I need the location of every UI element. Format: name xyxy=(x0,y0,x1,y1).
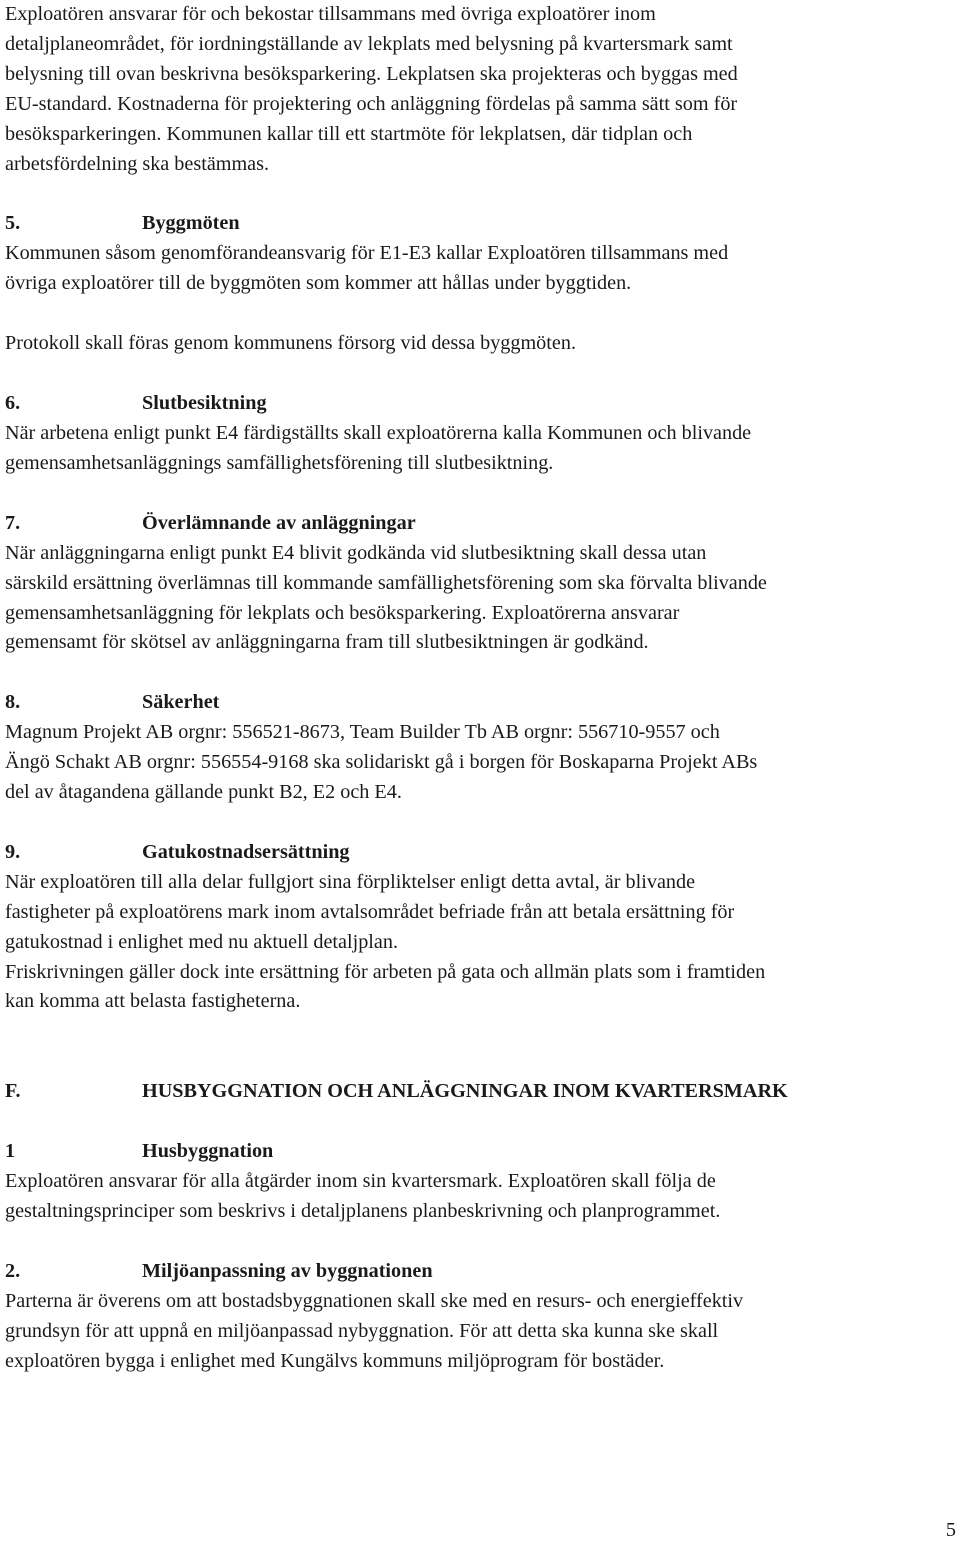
subsection-2-paragraph xyxy=(5,1287,957,1377)
text-line: övriga exploatörer till de byggmöten som kommer att hållas under byggtiden. xyxy=(5,272,632,295)
section-title: Byggmöten xyxy=(142,212,240,235)
section-9-heading xyxy=(5,838,957,868)
section-6-paragraph xyxy=(5,419,957,479)
text-line: EU-standard. Kostnaderna för projektering och anläggning fördelas på samma sätt som för xyxy=(5,92,738,115)
text-line: besöksparkeringen. Kommunen kallar till ett startmöte för lekplatsen, där tidplan och xyxy=(5,122,693,145)
text-line: När exploatören till alla delar fullgjort sina förpliktelser enligt detta avtal, är blivande xyxy=(5,870,696,893)
page-number: 5 xyxy=(945,1519,956,1541)
section-6-heading xyxy=(5,389,957,419)
subsection-1-heading xyxy=(5,1137,957,1167)
chapter-letter: F. xyxy=(5,1080,21,1103)
text-line: kan komma att belasta fastigheterna. xyxy=(5,990,301,1013)
text-line: Friskrivningen gäller dock inte ersättning för arbeten på gata och allmän plats som i framtiden xyxy=(5,960,766,983)
section-5-paragraph xyxy=(5,239,957,299)
text-line: exploatören bygga i enlighet med Kungälvs kommuns miljöprogram för bostäder. xyxy=(5,1349,665,1372)
chapter-f-heading xyxy=(5,1077,957,1107)
text-line: Exploatören ansvarar för och bekostar tillsammans med övriga exploatörer inom xyxy=(5,3,656,25)
section-number: 9. xyxy=(5,840,21,863)
section-9-paragraph xyxy=(5,868,957,1018)
section-title: Säkerhet xyxy=(142,691,220,714)
section-title: Gatukostnadsersättning xyxy=(142,840,350,863)
text-line: När anläggningarna enligt punkt E4 blivit godkända vid slutbesiktning skall dessa utan xyxy=(5,541,707,564)
text-line: Protokoll skall föras genom kommunens försorg vid dessa byggmöten. xyxy=(5,332,576,355)
section-8-heading xyxy=(5,688,957,718)
section-7-heading xyxy=(5,509,957,539)
section-number: 6. xyxy=(5,392,21,415)
section-5-paragraph-2 xyxy=(5,329,957,359)
subsection-1-paragraph xyxy=(5,1167,957,1227)
text-line: Exploatören ansvarar för alla åtgärder inom sin kvartersmark. Exploatören skall följa de xyxy=(5,1170,716,1193)
text-line: gestaltningsprinciper som beskrivs i detaljplanens planbeskrivning och planprogrammet. xyxy=(5,1200,721,1223)
section-number: 7. xyxy=(5,511,21,534)
section-8-paragraph xyxy=(5,718,957,808)
section-5-heading xyxy=(5,209,957,239)
subsection-2-heading xyxy=(5,1257,957,1287)
section-7-paragraph xyxy=(5,539,957,659)
section-number: 1 xyxy=(5,1140,16,1163)
text-line: grundsyn för att uppnå en miljöanpassad nybyggnation. För att detta ska kunna ske skall xyxy=(5,1319,719,1342)
text-line: Kommunen såsom genomförandeansvarig för E1-E3 kallar Exploatören tillsammans med xyxy=(5,242,729,265)
text-line: Ängö Schakt AB orgnr: 556554-9168 ska solidariskt gå i borgen för Boskaparna Projekt ABs xyxy=(5,751,758,774)
text-line: arbetsfördelning ska bestämmas. xyxy=(5,152,270,175)
text-line: del av åtagandena gällande punkt B2, E2 och E4. xyxy=(5,781,402,804)
intro-paragraph xyxy=(5,0,957,179)
text-line: detaljplaneområdet, för iordningställande av lekplats med belysning på kvartersmark samt xyxy=(5,32,733,55)
section-number: 2. xyxy=(5,1260,21,1282)
text-line: fastigheter på exploatörens mark inom avtalsområdet befriade från att betala ersättning för xyxy=(5,900,735,923)
text-line: gemensamhetsanläggnings samfällighetsförening till slutbesiktning. xyxy=(5,451,554,474)
section-title: Överlämnande av anläggningar xyxy=(142,511,416,534)
section-title: Husbyggnation xyxy=(142,1140,274,1163)
text-line: När arbetena enligt punkt E4 färdigställts skall exploatörerna kalla Kommunen och blivande xyxy=(5,421,752,444)
text-line: gemensamt för skötsel av anläggningarna fram till slutbesiktningen är godkänd. xyxy=(5,631,649,654)
section-title: Slutbesiktning xyxy=(142,392,267,415)
text-line: Parterna är överens om att bostadsbyggnationen skall ske med en resurs- och energieffektiv xyxy=(5,1289,744,1312)
text-line: Magnum Projekt AB orgnr: 556521-8673, Team Builder Tb AB orgnr: 556710-9557 och xyxy=(5,721,720,744)
section-number: 5. xyxy=(5,212,21,235)
text-line: belysning till ovan beskrivna besöksparkering. Lekplatsen ska projekteras och byggas med xyxy=(5,62,738,85)
chapter-title: HUSBYGGNATION OCH ANLÄGGNINGAR INOM KVARTERSMARK xyxy=(142,1080,788,1103)
text-line: särskild ersättning överlämnas till kommande samfällighetsförening som ska förvalta blivande xyxy=(5,571,767,594)
section-number: 8. xyxy=(5,691,21,714)
text-line: gatukostnad i enlighet med nu aktuell detaljplan. xyxy=(5,930,398,953)
document-page xyxy=(5,0,957,1377)
text-line: gemensamhetsanläggning för lekplats och besöksparkering. Exploatörerna ansvarar xyxy=(5,601,680,624)
section-title: Miljöanpassning av byggnationen xyxy=(142,1260,433,1282)
